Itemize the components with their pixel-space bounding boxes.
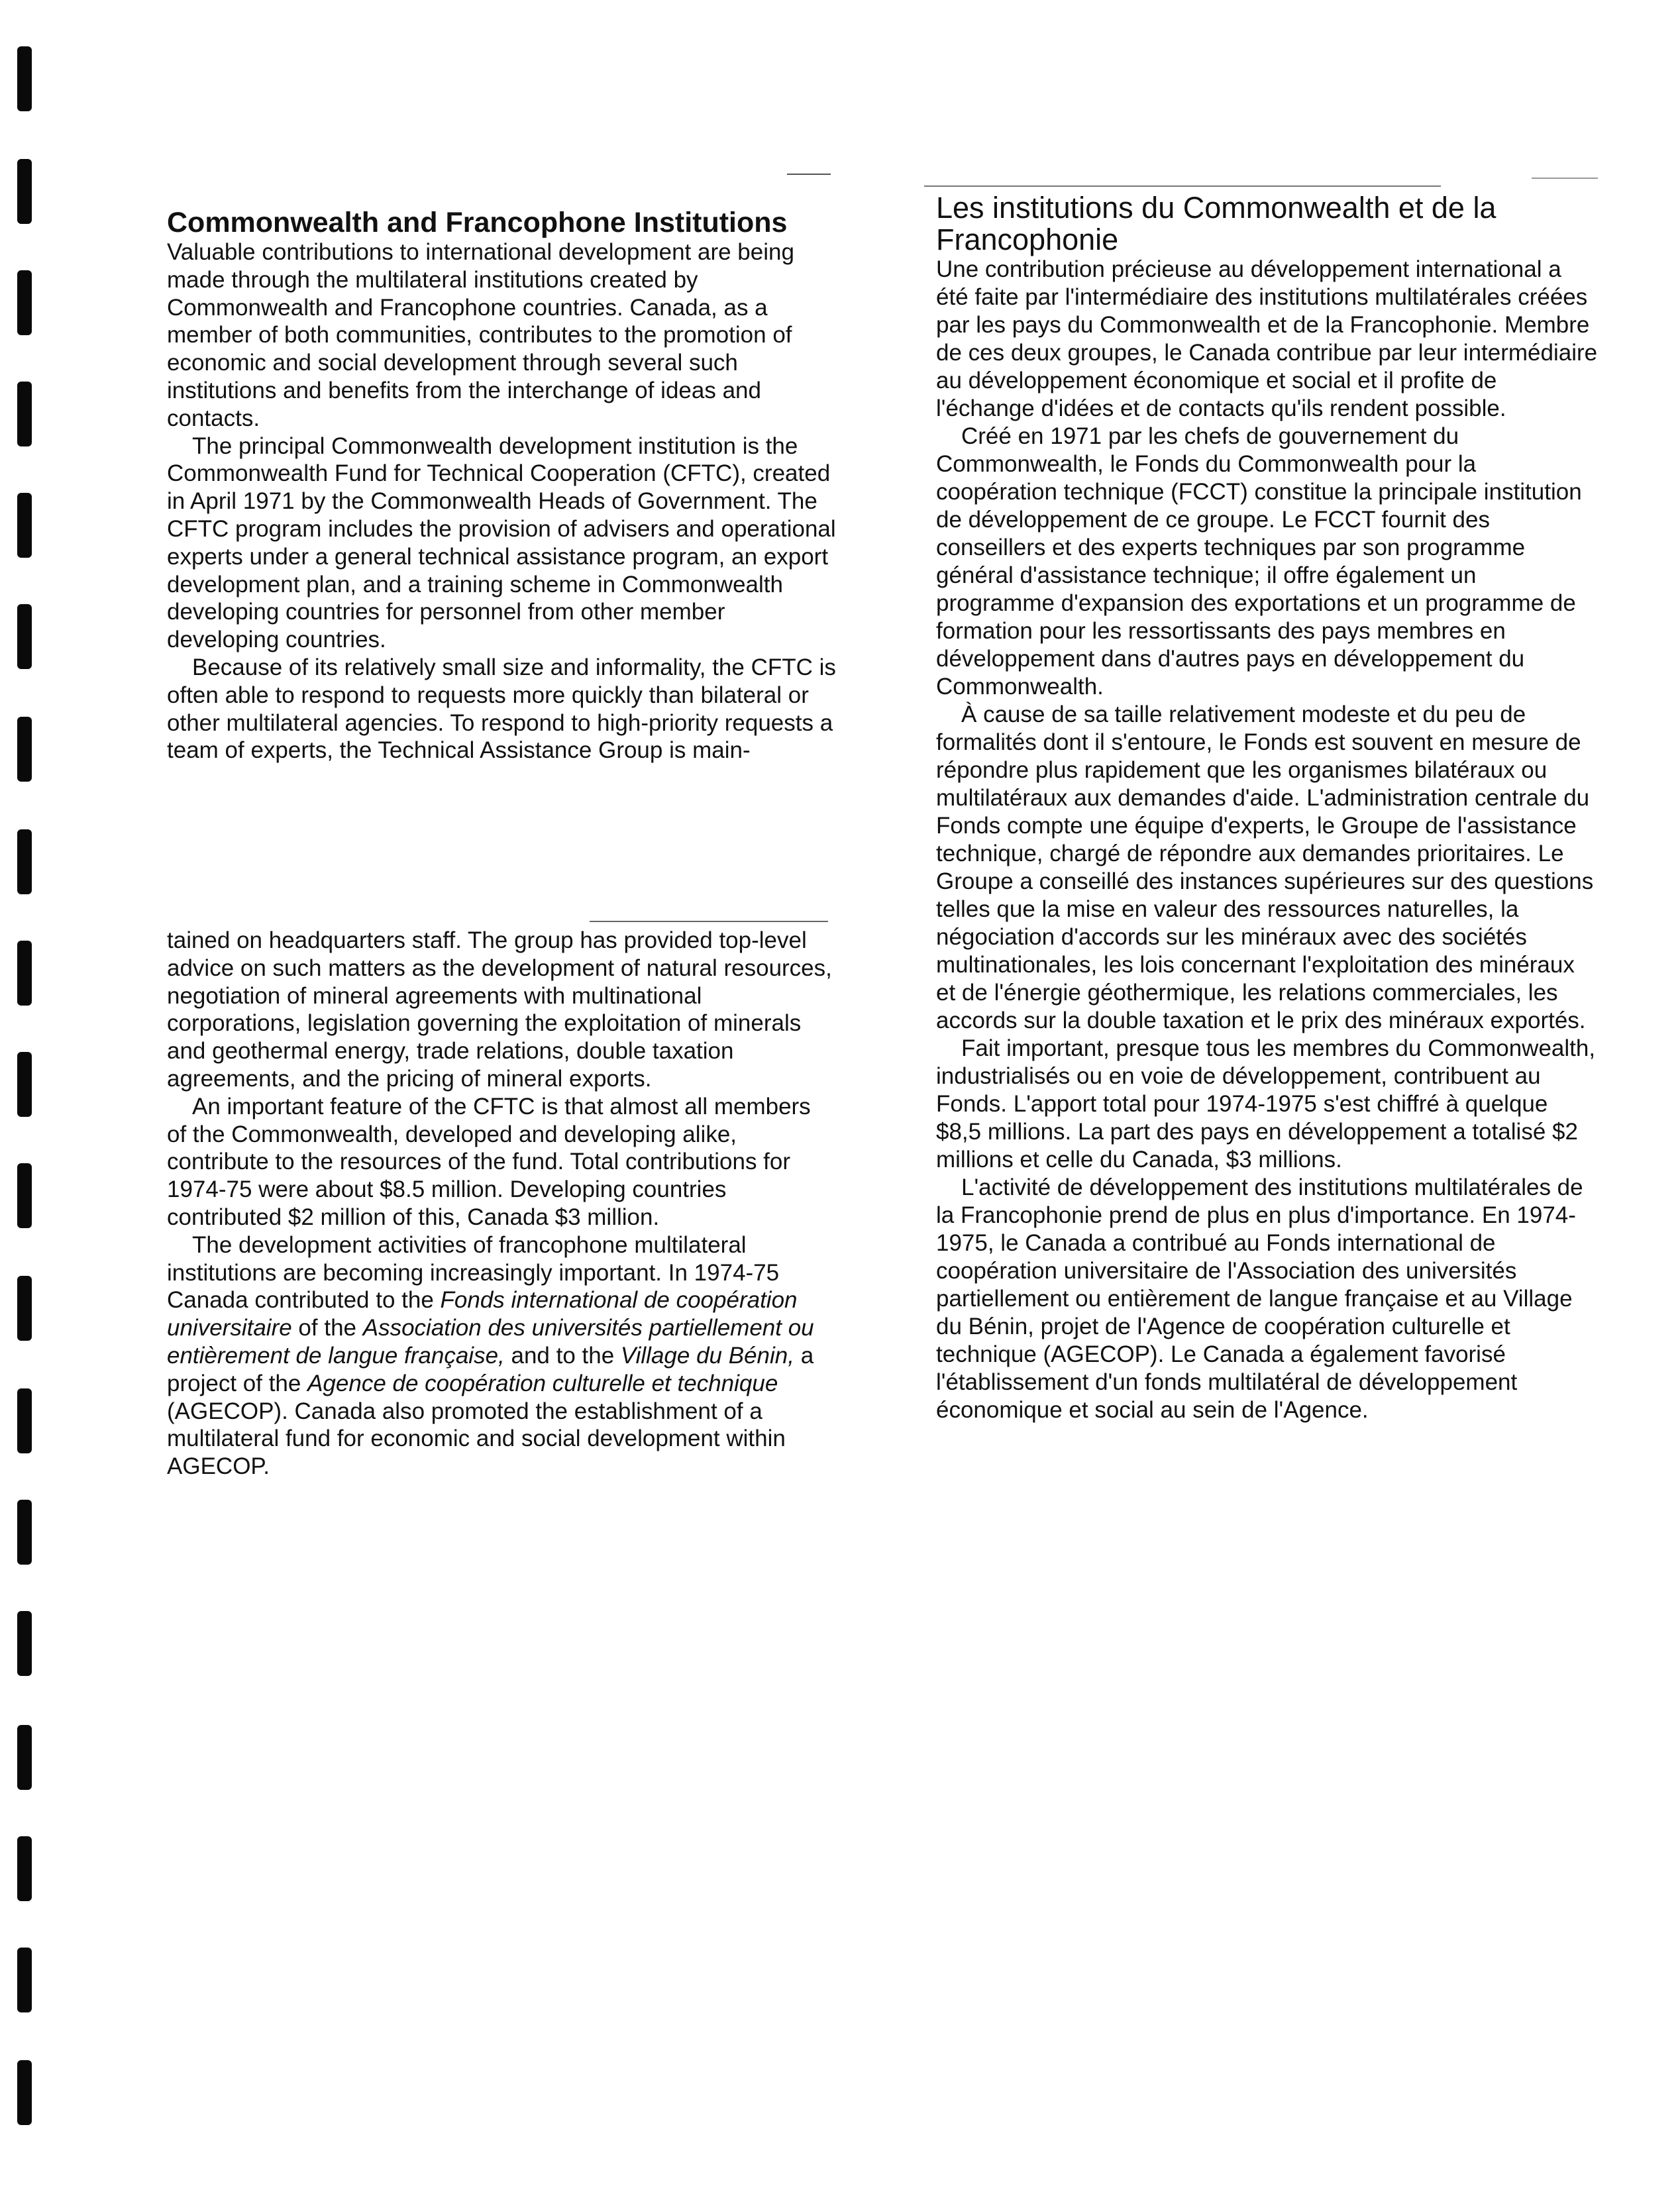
english-paragraph xyxy=(167,1231,836,1481)
english-paragraph: Because of its relatively small size and informality, the CFTC is often able to respond to requests more quickly than bilateral or other multilateral agencies. To respond to high-priority requests a team of experts, the Technical Assistance Group is main- xyxy=(167,654,836,764)
english-paragraph: tained on headquarters staff. The group has provided top-level advice on such matters as the development of natural resources, negotiation of mineral agreements with multinational corporations, legislation governing the exploitation of minerals and geothermal energy, trade relations, double taxation agreements, and the pricing of mineral exports. xyxy=(167,927,832,1092)
french-paragraph: L'activité de développement des institutions multilatérales de la Francophonie prend de plus en plus d'importance. En 1974-1975, le Canada a contribué au Fonds international de coopération universitaire de l'Association des universités partiellement ou entièrement de langue française et au Village du Bénin, projet de l'Agence de coopération culturelle et technique (AGECOP). Le Canada a également favorisé l'établissement d'un fonds multilatéral de développement économique et social au sein de l'Agence. xyxy=(936,1174,1583,1423)
text-run: a project of the xyxy=(167,1342,814,1396)
rule-line xyxy=(787,174,831,175)
punch-hole xyxy=(17,1611,32,1676)
rule-line xyxy=(924,185,1441,187)
english-paragraph: The principal Commonwealth development institution is the Commonwealth Fund for Technical Cooperation (CFTC), created in April 1971 by the Commonwealth Heads of Government. The CFTC program includes the provision of advisers and operational experts under a general technical assistance program, an export development plan, and a training scheme in Commonwealth developing countries for personnel from other member developing countries. xyxy=(167,433,836,653)
punch-hole xyxy=(17,46,32,111)
text-run: of the xyxy=(291,1315,363,1341)
french-title: Les institutions du Commonwealth et de la Francophonie xyxy=(936,191,1496,256)
french-paragraph: Fait important, presque tous les membres du Commonwealth, industrialisés ou en voie de développement, contribuent au Fonds. L'apport total pour 1974-1975 s'est chiffré à quelque $8,5 millions. La part des pays en développement a totalisé $2 millions et celle du Canada, $3 millions. xyxy=(936,1035,1596,1172)
punch-hole xyxy=(17,1725,32,1790)
english-paragraph: An important feature of the CFTC is that almost all members of the Commonwealth, developed and developing alike, contribute to the resources of the fund. Total contributions for 1974-75 were about $8.5 million. Developing countries contributed $2 million of this, Canada $3 million. xyxy=(167,1093,811,1230)
rule-line xyxy=(590,921,828,922)
punch-hole xyxy=(17,1388,32,1453)
italic-name: Association des universités partiellement ou entièrement de langue française, xyxy=(167,1315,814,1369)
italic-name: Agence de coopération culturelle et technique xyxy=(307,1370,778,1396)
punch-hole xyxy=(17,382,32,446)
text-run: The development activities of francophone multilateral institutions are becoming increasingly important. In 1974-75 Canada contributed to the xyxy=(167,1231,780,1314)
rule-line xyxy=(1532,178,1598,179)
punch-hole xyxy=(17,717,32,782)
punch-hole xyxy=(17,1163,32,1228)
punch-hole xyxy=(17,1052,32,1117)
punch-hole xyxy=(17,941,32,1006)
punch-hole xyxy=(17,159,32,224)
text-run: and to the xyxy=(504,1342,621,1369)
punch-hole xyxy=(17,270,32,335)
punch-hole xyxy=(17,1948,32,2012)
french-paragraph: Créé en 1971 par les chefs de gouvernement du Commonwealth, le Fonds du Commonwealth pour la coopération technique (FCCT) constitue la principale institution de développement de ce groupe. Le FCCT fournit des conseillers et des experts techniques par son programme général d'assistance technique; il offre également un programme d'expansion des exportations et un programme de formation pour les ressortissants des pays membres en développement dans d'autres pays en développement du Commonwealth. xyxy=(936,423,1582,700)
punch-hole xyxy=(17,604,32,669)
french-paragraph: Une contribution précieuse au développement international a été faite par l'intermédiaire des institutions multilatérales créées par les pays du Commonwealth et de la Francophonie. Membre de ces deux groupes, le Canada contribue par leur intermédiaire au développement économique et social et il profite de l'échange d'idées et de contacts qu'ils rendent possible. xyxy=(936,256,1598,421)
punch-hole xyxy=(17,2060,32,2125)
english-paragraph: Valuable contributions to international development are being made through the multilateral institutions created by Commonwealth and Francophone countries. Canada, as a member of both communities, contributes to the promotion of economic and social development through several such institutions and benefits from the interchange of ideas and contacts. xyxy=(167,239,794,431)
binding-holes xyxy=(0,0,40,2188)
punch-hole xyxy=(17,1836,32,1901)
english-column-continued xyxy=(167,927,836,1481)
punch-hole xyxy=(17,493,32,558)
english-title: Commonwealth and Francophone Institutions xyxy=(167,207,788,238)
italic-name: Fonds international de coopération universitaire xyxy=(167,1287,798,1341)
french-body xyxy=(936,256,1599,1424)
punch-hole xyxy=(17,1276,32,1341)
french-column xyxy=(936,192,1599,1424)
italic-name: Village du Bénin, xyxy=(620,1342,794,1369)
french-paragraph: À cause de sa taille relativement modeste et du peu de formalités dont il s'entoure, le Fonds est souvent en mesure de répondre plus rapidement que les organismes bilatéraux ou multilatéraux aux demandes d'aide. L'administration centrale du Fonds compte une équipe d'experts, le Groupe de l'assistance technique, chargé de répondre aux demandes prioritaires. Le Groupe a conseillé des instances supérieures sur des questions telles que la mise en valeur des ressources naturelles, la négociation d'accords sur les minéraux avec des sociétés multinationales, les lois concernant l'exploitation des minéraux et de l'énergie géothermique, les relations commerciales, les accords sur la double taxation et le prix des minéraux exportés. xyxy=(936,702,1594,1033)
english-column xyxy=(167,202,836,764)
english-body xyxy=(167,238,836,764)
text-run: (AGECOP). Canada also promoted the establishment of a multilateral fund for economic and social development within AGECOP. xyxy=(167,1398,786,1480)
punch-hole xyxy=(17,829,32,894)
punch-hole xyxy=(17,1500,32,1565)
